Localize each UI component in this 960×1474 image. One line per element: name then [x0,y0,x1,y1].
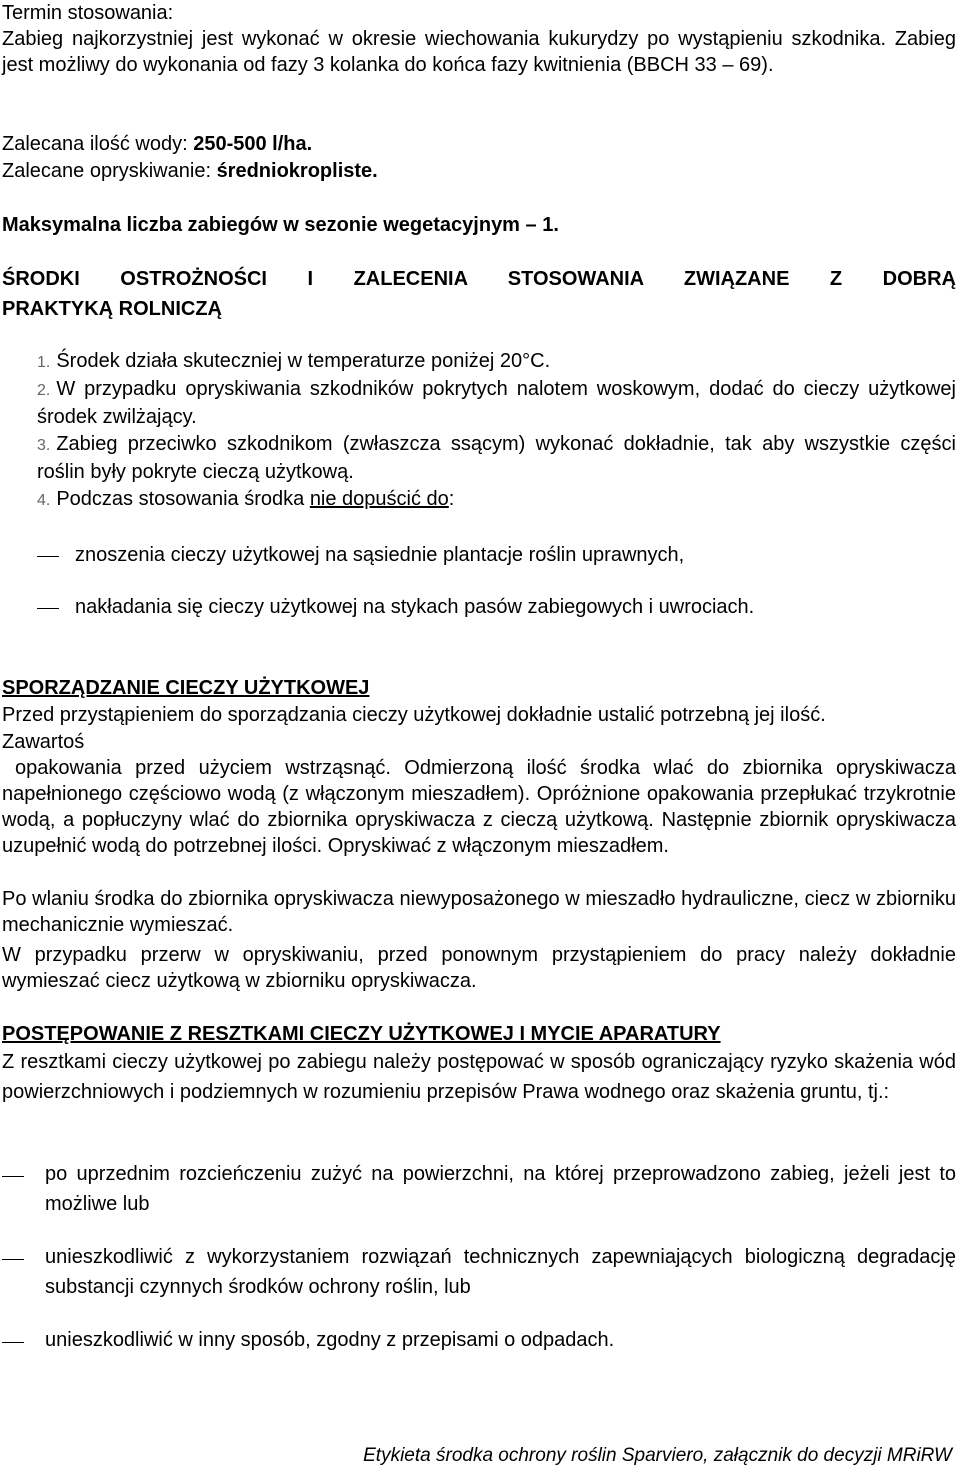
dash-icon [2,1342,24,1343]
page-footer: Etykieta środka ochrony roślin Sparviero, załącznik do decyzji MRiRW [363,1445,952,1466]
precaution-item-1 [37,348,956,376]
precaution-dash-item-2: nakładania się cieczy użytkowej na stykach pasów zabiegowych i uwrociach. [75,596,755,618]
dash-icon [37,556,59,557]
water-value: 250-500 l/ha. [193,133,313,155]
precautions-heading-line2: PRAKTYKĄ ROLNICZĄ [2,298,222,320]
dash-icon [37,608,59,609]
item-number: 2. [37,382,51,399]
item-text-before: Podczas stosowania środka [56,488,310,510]
dash-icon [2,1176,24,1177]
spray-value: średniokropliste. [216,160,378,182]
water-line [2,131,956,157]
terms-text: Zabieg najkorzystniej jest wykonać w okresie wiechowania kukurydzy po wystąpieniu szkodnika. Zabieg jest możliwy do wykonania od fazy 3 kolanka do końca fazy kwitnienia (BBCH 33 – 69). [2,28,956,76]
preparation-para1: opakowania przed użyciem wstrząsnąć. Odmierzoną ilość środka wlać do zbiornika opryskiwacza napełnionego częściowo wodą (z włączonym mieszadłem). Opróżnione opakowania przepłukać trzykrotnie wodą, a popłuczyny wlać do zbiornika opryskiwacza z cieczą użytkową. Następnie zbiornik opryskiwacza uzupełnić wodą do potrzebnej ilości. Opryskiwać z włączonym mieszadłem. [2,757,956,857]
preparation-line1: Przed przystąpieniem do sporządzania cieczy użytkowej dokładnie ustalić potrzebną jej ilość. [2,704,826,726]
precaution-item-2 [37,376,956,431]
item-text: W przypadku opryskiwania szkodników pokrytych nalotem woskowym, dodać do cieczy użytkowej środek zwilżający. [37,378,956,428]
item-text: Zabieg przeciwko szkodnikom (zwłaszcza ssącym) wykonać dokładnie, tak aby wszystkie części roślin były pokryte cieczą użytkową. [37,433,956,483]
preparation-heading: SPORZĄDZANIE CIECZY UŻYTKOWEJ [2,677,370,699]
disposal-heading: POSTĘPOWANIE Z RESZTKAMI CIECZY UŻYTKOWEJ I MYCIE APARATURY [2,1023,721,1045]
precaution-item-3 [37,431,956,486]
item-text: Środek działa skuteczniej w temperaturze poniżej 20°C. [56,350,551,372]
precaution-item-4 [37,486,956,514]
dash-icon [2,1259,24,1260]
precautions-heading-line1: ŚRODKI OSTROŻNOŚCI I ZALECENIA STOSOWANIA ZWIĄZANE Z DOBRĄ [2,268,956,290]
terms-heading: Termin stosowania: [2,2,174,24]
item-number: 3. [37,437,51,454]
disposal-item-1: po uprzednim rozcieńczeniu zużyć na powierzchni, na której przeprowadzono zabieg, jeżeli jest to możliwe lub [45,1163,956,1215]
spray-label: Zalecane opryskiwanie: [2,160,217,182]
spray-line [2,158,956,184]
max-treatments: Maksymalna liczba zabiegów w sezonie wegetacyjnym – 1. [2,214,559,236]
precaution-dash-item-1: znoszenia cieczy użytkowej na sąsiednie plantacje roślin uprawnych, [75,544,685,566]
disposal-item-3: unieszkodliwić w inny sposób, zgodny z przepisami o odpadach. [45,1329,615,1351]
item-text-after: : [448,488,455,510]
preparation-line2: Zawartoś [2,731,85,753]
item-number: 4. [37,492,51,509]
preparation-para3: W przypadku przerw w opryskiwaniu, przed ponownym przystąpieniem do pracy należy dokładnie wymieszać ciecz użytkową w zbiorniku opryskiwacza. [2,944,956,992]
item-text-underlined: nie dopuścić do [309,488,449,510]
disposal-intro: Z resztkami cieczy użytkowej po zabiegu należy postępować w sposób ograniczający ryzyko skażenia wód powierzchniowych i podziemnych w rozumieniu przepisów Prawa wodnego oraz skażenia gruntu, tj.: [2,1051,956,1103]
preparation-para2: Po wlaniu środka do zbiornika opryskiwacza niewyposażonego w mieszadło hydrauliczne, ciecz w zbiorniku mechanicznie wymieszać. [2,888,956,936]
precautions-list [37,348,956,514]
disposal-item-2: unieszkodliwić z wykorzystaniem rozwiązań technicznych zapewniających biologiczną degradację substancji czynnych środków ochrony roślin, lub [45,1246,956,1298]
item-number: 1. [37,354,51,371]
water-label: Zalecana ilość wody: [2,133,194,155]
